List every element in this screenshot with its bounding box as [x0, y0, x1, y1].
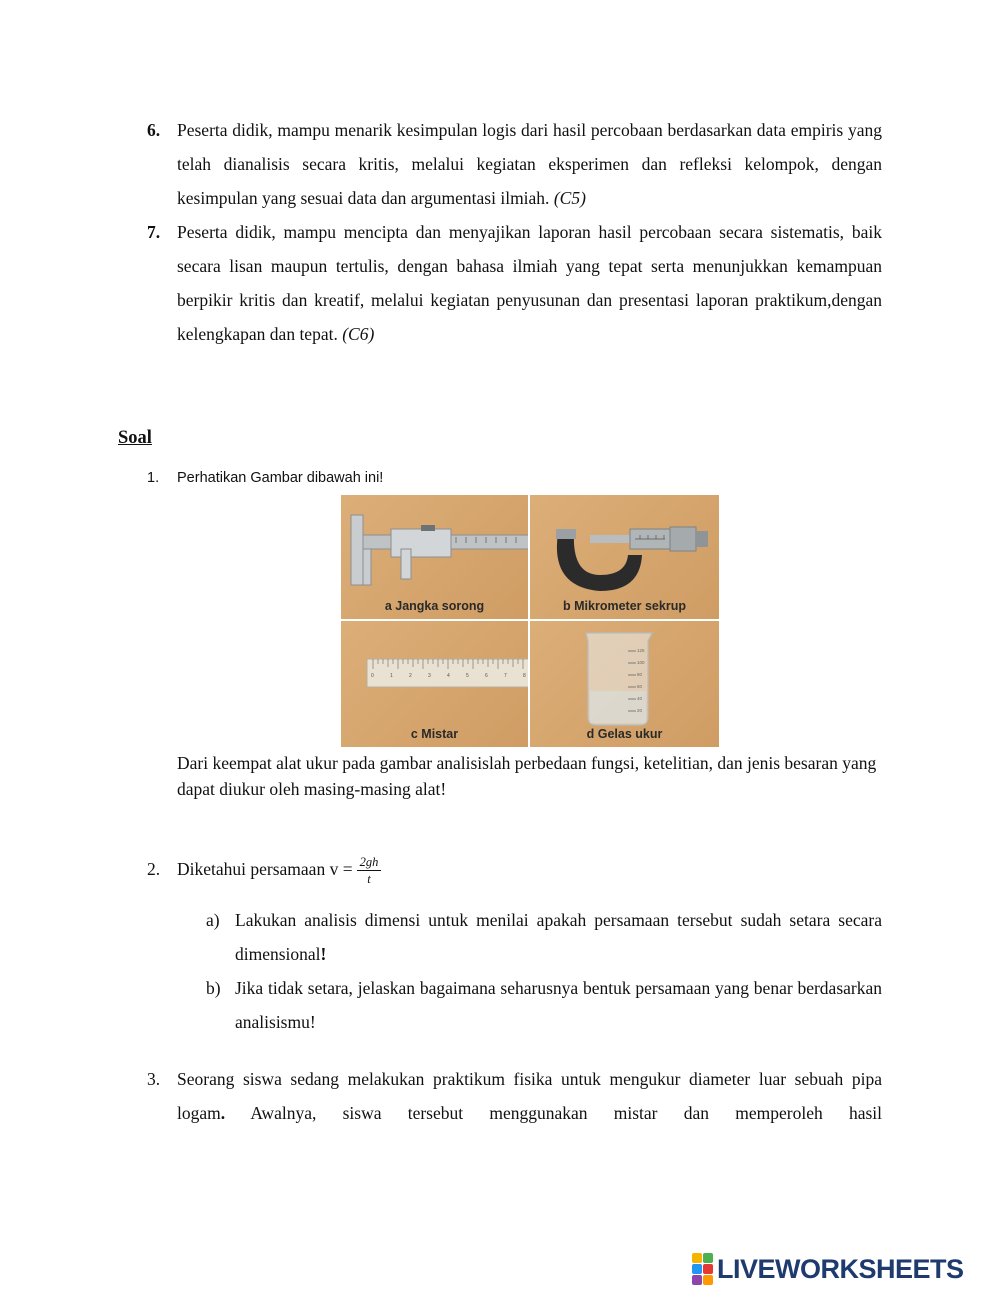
beaker-label: 100 — [637, 660, 645, 665]
part-text — [235, 971, 882, 1039]
logo-block — [692, 1275, 702, 1285]
logo-block — [692, 1264, 702, 1274]
beaker-label: 60 — [637, 684, 643, 689]
question-text: Dari keempat alat ukur pada gambar analisislah perbedaan fungsi, ketelitian, dan jenis besaran yang dapat diukur oleh masing-masing alat! — [177, 753, 877, 799]
logo-block — [703, 1253, 713, 1263]
ruler-label: 5 — [466, 673, 469, 679]
image-caption: b Mikrometer sekrup — [563, 599, 686, 613]
objective-text — [177, 113, 882, 215]
objective-text — [177, 215, 882, 351]
logo-icon — [692, 1253, 713, 1285]
image-caption: d Gelas ukur — [586, 727, 663, 741]
logo-block — [692, 1253, 702, 1263]
fraction-denominator: t — [367, 872, 371, 887]
ruler-label: 8 — [523, 673, 526, 679]
objective-number: 6. — [147, 120, 161, 140]
question-number: 2. — [147, 859, 161, 879]
objective-number: 7. — [147, 222, 161, 242]
ruler-label: 2 — [409, 673, 412, 679]
part-mark: ! — [320, 944, 327, 964]
measurement-tools-figure — [341, 495, 719, 747]
part-body: Jika tidak setara, jelaskan bagaimana seharusnya bentuk persamaan yang benar berdasarkan analisismu! — [235, 978, 882, 1032]
image-beaker — [530, 621, 719, 747]
equation — [177, 849, 381, 889]
part-body: Lakukan analisis dimensi untuk menilai apakah persamaan tersebut sudah setara secara dimensional — [235, 910, 882, 964]
image-ruler — [341, 621, 528, 747]
question-prompt: Perhatikan Gambar dibawah ini! — [177, 470, 384, 486]
question-mark: . — [220, 1103, 226, 1123]
image-caption: a Jangka sorong — [384, 599, 485, 613]
objective-code: (C6) — [342, 324, 375, 344]
equation-text: Diketahui persamaan v = — [177, 859, 353, 879]
objective-body: Peserta didik, mampu mencipta dan menyajikan laporan hasil percobaan secara sistematis, baik secara lisan maupun tertulis, dengan bahasa ilmiah yang tepat serta menunjukkan kemampuan berpikir kritis dan kreatif, melalui kegiatan penyusunan dan presentasi laporan praktikum,dengan kelengkapan dan tepat. — [177, 222, 882, 344]
question-body: Seorang siswa sedang melakukan praktikum fisika untuk mengukur diameter luar sebuah pipa logam — [177, 1069, 882, 1123]
beaker-label: 20 — [637, 708, 643, 713]
ruler-label: 0 — [371, 673, 374, 679]
part-text — [235, 903, 882, 971]
equation-fraction — [357, 854, 382, 887]
question-body-end: Awalnya, siswa tersebut menggunakan mistar dan memperoleh hasil — [225, 1103, 882, 1123]
objective-body: Peserta didik, mampu menarik kesimpulan logis dari hasil percobaan berdasarkan data empiris yang telah dianalisis secara kritis, melalui kegiatan eksperimen dan refleksi kelompok, dengan kesimpulan yang sesuai data dan argumentasi ilmiah. — [177, 120, 882, 208]
objective-code: (C5) — [553, 188, 586, 208]
ruler-label: 7 — [504, 673, 507, 679]
ruler-label: 6 — [485, 673, 488, 679]
logo-text: LIVEWORKSHEETS — [717, 1253, 964, 1284]
beaker-label: 80 — [637, 672, 643, 677]
image-caption: c Mistar — [410, 727, 459, 741]
image-micrometer — [530, 495, 719, 619]
logo-block — [703, 1275, 713, 1285]
question-number: 1. — [147, 470, 160, 486]
part-label: b) — [206, 978, 221, 998]
ruler-label: 4 — [447, 673, 450, 679]
liveworksheets-logo — [692, 1254, 964, 1284]
beaker-label: 125 — [637, 648, 645, 653]
question-text — [177, 1062, 882, 1130]
section-title: Soal — [118, 428, 152, 448]
fraction-numerator: 2gh — [357, 854, 382, 871]
ruler-label: 3 — [428, 673, 431, 679]
image-caliper — [341, 495, 528, 619]
beaker-label: 40 — [637, 696, 643, 701]
logo-block — [703, 1264, 713, 1274]
ruler-label: 1 — [390, 673, 393, 679]
question-number: 3. — [147, 1069, 161, 1089]
part-label: a) — [206, 910, 220, 930]
